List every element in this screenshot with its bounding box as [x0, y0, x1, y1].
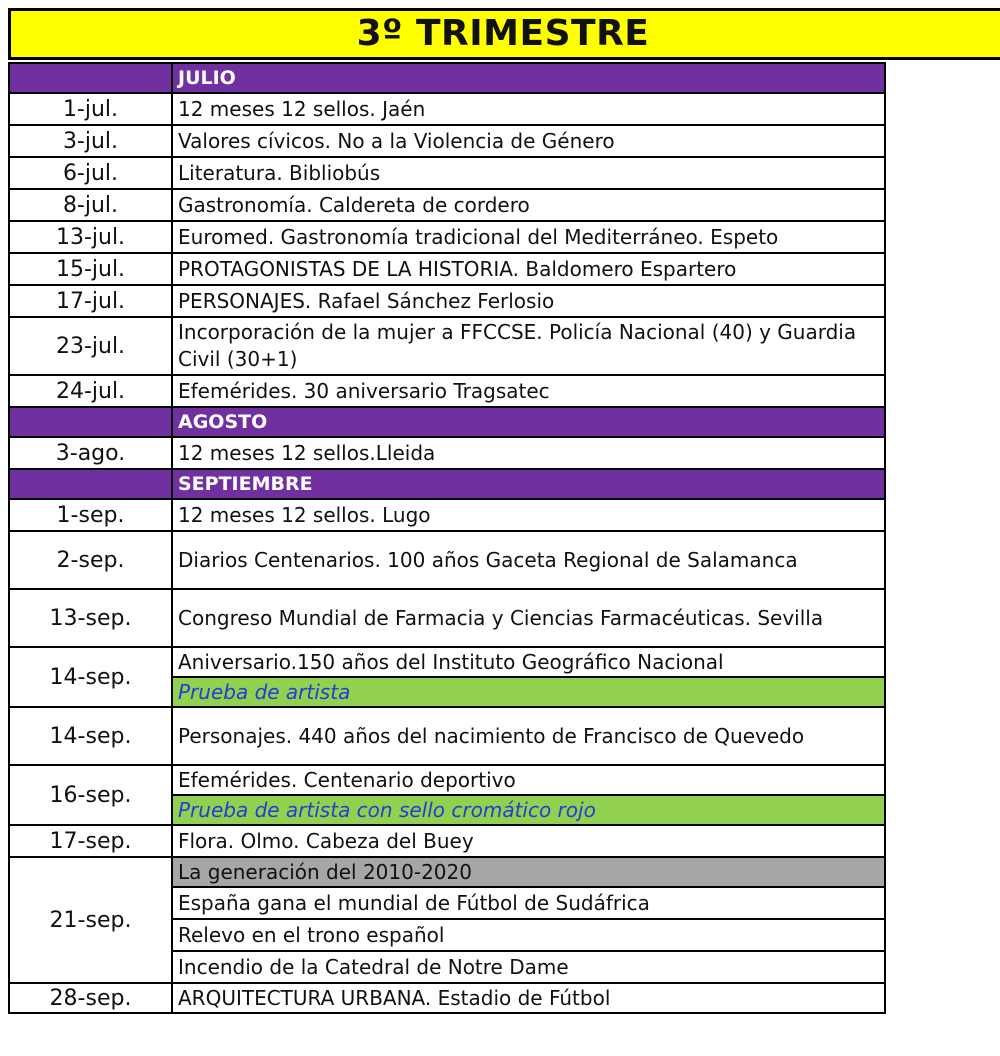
- month-header-agosto: [9, 407, 885, 437]
- date-cell: 13-jul.: [9, 221, 172, 253]
- description-cell: Incendio de la Catedral de Notre Dame: [172, 951, 885, 983]
- month-label: JULIO: [172, 63, 885, 93]
- date-cell: 1-jul.: [9, 93, 172, 125]
- table-row: [9, 707, 885, 765]
- table-row: [9, 285, 885, 317]
- description-cell: España gana el mundial de Fútbol de Sudáfrica: [172, 887, 885, 919]
- table-row: [9, 189, 885, 221]
- table-row: [9, 375, 885, 407]
- description-cell: 12 meses 12 sellos. Lugo: [172, 499, 885, 531]
- month-header-septiembre: [9, 469, 885, 499]
- description-cell: PERSONAJES. Rafael Sánchez Ferlosio: [172, 285, 885, 317]
- date-cell: 28-sep.: [9, 983, 172, 1013]
- table-row: [9, 589, 885, 647]
- description-cell: Personajes. 440 años del nacimiento de Francisco de Quevedo: [172, 707, 885, 765]
- date-cell: 14-sep.: [9, 707, 172, 765]
- table-row: [9, 157, 885, 189]
- date-cell: 17-jul.: [9, 285, 172, 317]
- series-header-cell: La generación del 2010-2020: [172, 857, 885, 887]
- table-row: [9, 765, 885, 795]
- date-cell: 14-sep.: [9, 647, 172, 707]
- table-row: [9, 857, 885, 887]
- table-row: [9, 125, 885, 157]
- date-cell: 8-jul.: [9, 189, 172, 221]
- date-cell: 1-sep.: [9, 499, 172, 531]
- date-cell: 17-sep.: [9, 825, 172, 857]
- description-cell: Efemérides. Centenario deportivo: [172, 765, 885, 795]
- description-cell: Valores cívicos. No a la Violencia de Género: [172, 125, 885, 157]
- table-row: [9, 825, 885, 857]
- date-cell: 15-jul.: [9, 253, 172, 285]
- date-cell: 23-jul.: [9, 317, 172, 375]
- table-row: [9, 531, 885, 589]
- description-cell: 12 meses 12 sellos. Jaén: [172, 93, 885, 125]
- table-row: [9, 499, 885, 531]
- description-cell: Aniversario.150 años del Instituto Geográfico Nacional: [172, 647, 885, 677]
- description-cell: Relevo en el trono español: [172, 919, 885, 951]
- description-cell: Literatura. Bibliobús: [172, 157, 885, 189]
- description-cell: 12 meses 12 sellos.Lleida: [172, 437, 885, 469]
- description-cell: Flora. Olmo. Cabeza del Buey: [172, 825, 885, 857]
- artist-proof-note: Prueba de artista: [172, 677, 885, 707]
- date-cell: 24-jul.: [9, 375, 172, 407]
- date-cell: 3-jul.: [9, 125, 172, 157]
- description-cell: Incorporación de la mujer a FFCCSE. Policía Nacional (40) y Guardia Civil (30+1): [172, 317, 885, 375]
- date-cell: 3-ago.: [9, 437, 172, 469]
- table-row: [9, 221, 885, 253]
- date-cell: 21-sep.: [9, 857, 172, 983]
- date-cell: 2-sep.: [9, 531, 172, 589]
- table-row: [9, 437, 885, 469]
- date-cell: 6-jul.: [9, 157, 172, 189]
- month-header-julio: [9, 63, 885, 93]
- description-cell: Efemérides. 30 aniversario Tragsatec: [172, 375, 885, 407]
- month-label: SEPTIEMBRE: [172, 469, 885, 499]
- table-row: [9, 93, 885, 125]
- description-cell: Euromed. Gastronomía tradicional del Mediterráneo. Espeto: [172, 221, 885, 253]
- artist-proof-note: Prueba de artista con sello cromático rojo: [172, 795, 885, 825]
- description-cell: ARQUITECTURA URBANA. Estadio de Fútbol: [172, 983, 885, 1013]
- table-row: [9, 983, 885, 1013]
- table-row: [9, 253, 885, 285]
- description-cell: Congreso Mundial de Farmacia y Ciencias Farmacéuticas. Sevilla: [172, 589, 885, 647]
- description-cell: PROTAGONISTAS DE LA HISTORIA. Baldomero Espartero: [172, 253, 885, 285]
- description-cell: Gastronomía. Caldereta de cordero: [172, 189, 885, 221]
- date-cell: 13-sep.: [9, 589, 172, 647]
- schedule-table: [8, 62, 886, 1014]
- table-row: [9, 647, 885, 677]
- description-cell: Diarios Centenarios. 100 años Gaceta Regional de Salamanca: [172, 531, 885, 589]
- page-title: 3º TRIMESTRE: [8, 8, 1000, 60]
- date-cell: 16-sep.: [9, 765, 172, 825]
- month-label: AGOSTO: [172, 407, 885, 437]
- table-row: [9, 317, 885, 375]
